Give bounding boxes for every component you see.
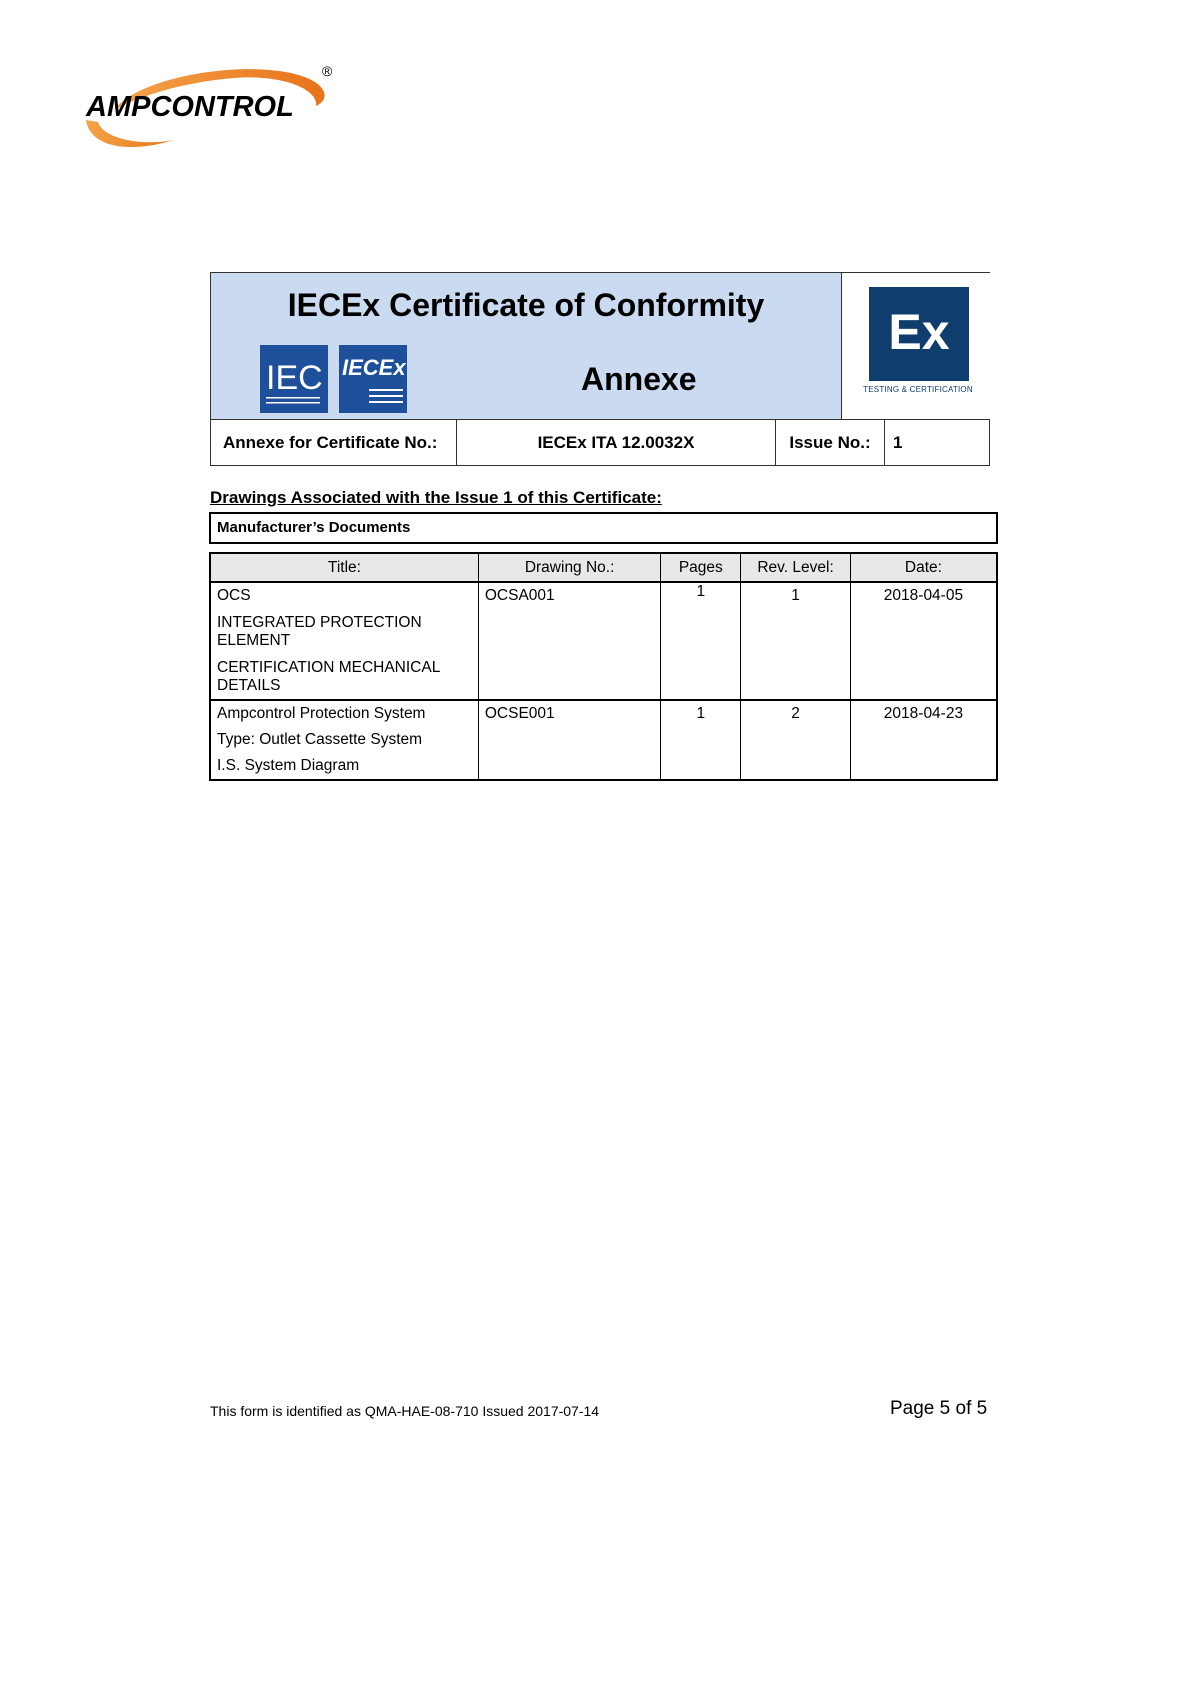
annexe-subtitle: Annexe — [581, 361, 697, 397]
svg-text:Ex: Ex — [888, 304, 950, 360]
column-header-date: Date: — [850, 553, 997, 582]
row-title — [210, 700, 478, 780]
header-banner — [211, 273, 841, 419]
certificate-info-row — [211, 419, 989, 465]
drawings-heading: Drawings Associated with the Issue 1 of this Certificate: — [210, 488, 662, 507]
ampcontrol-logo — [84, 60, 374, 160]
title-line: Type: Outlet Cassette System — [217, 731, 423, 748]
row-drawing-no: OCSE001 — [478, 700, 661, 780]
row-date: 2018-04-05 — [850, 582, 997, 700]
row-rev: 1 — [741, 582, 851, 700]
title-line: OCS — [217, 587, 251, 604]
issue-number: 1 — [893, 433, 903, 452]
column-header-title: Title: — [210, 553, 478, 582]
column-header-drawing-no: Drawing No.: — [478, 553, 661, 582]
certificate-number: IECEx ITA 12.0032X — [457, 420, 776, 466]
title-line: Ampcontrol Protection System — [217, 705, 426, 722]
table-header-row — [210, 553, 997, 582]
ex-logo — [869, 287, 969, 381]
ex-logo-caption: TESTING & CERTIFICATION — [863, 385, 973, 394]
iecex-logo — [339, 345, 407, 413]
table-row — [210, 700, 997, 780]
title-line: I.S. System Diagram — [217, 757, 360, 774]
svg-text:®: ® — [322, 63, 333, 79]
manufacturer-documents-label: Manufacturer’s Documents — [209, 512, 998, 544]
page-number: Page 5 of 5 — [890, 1398, 988, 1419]
row-title — [210, 582, 478, 700]
row-rev: 2 — [741, 700, 851, 780]
iec-logo — [260, 345, 328, 413]
row-pages: 1 — [661, 582, 741, 700]
ex-badge-panel — [841, 273, 990, 419]
svg-text:IECEx: IECEx — [342, 355, 406, 380]
certificate-title: IECEx Certificate of Conformity — [287, 287, 765, 323]
column-header-rev-level: Rev. Level: — [741, 553, 851, 582]
title-line: INTEGRATED PROTECTION ELEMENT — [217, 614, 422, 649]
certificate-header — [210, 272, 990, 466]
title-line: CERTIFICATION MECHANICAL DETAILS — [217, 659, 440, 694]
svg-text:AMPCONTROL: AMPCONTROL — [86, 91, 294, 123]
svg-text:IEC: IEC — [266, 359, 323, 397]
table-row — [210, 582, 997, 700]
annexe-label: Annexe for Certificate No.: — [211, 420, 457, 466]
row-drawing-no: OCSA001 — [478, 582, 661, 700]
row-date: 2018-04-23 — [850, 700, 997, 780]
column-header-pages: Pages — [661, 553, 741, 582]
issue-label: Issue No.: — [776, 420, 885, 466]
row-pages: 1 — [661, 700, 741, 780]
form-identifier: This form is identified as QMA-HAE-08-710 Issued 2017-07-14 — [210, 1403, 600, 1419]
drawings-table — [209, 552, 998, 781]
